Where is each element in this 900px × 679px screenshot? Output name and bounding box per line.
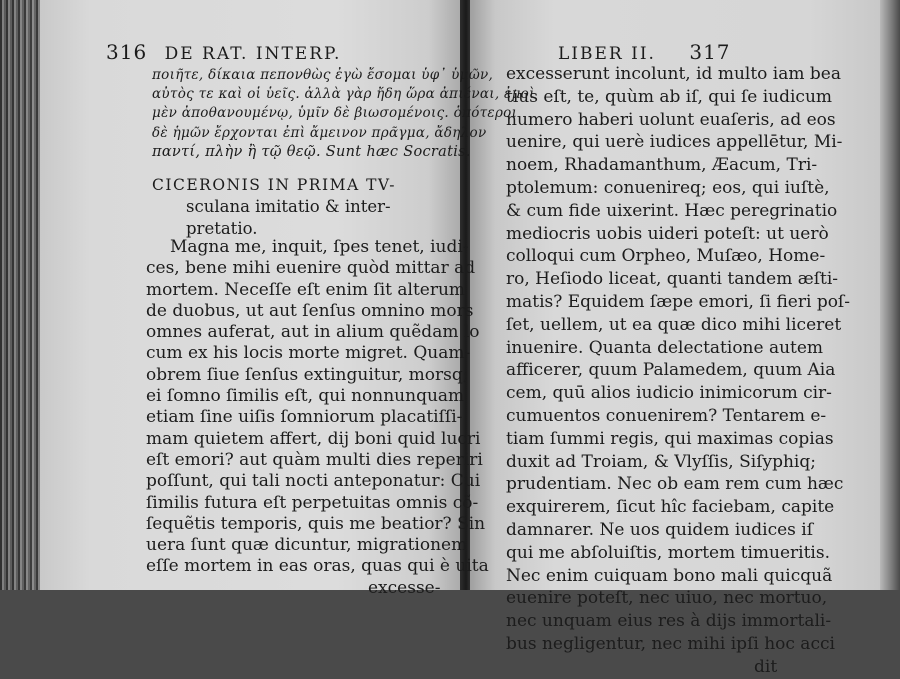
text-line: eſſe mortem in eas oras, quas qui è uita <box>146 556 489 577</box>
text-line: ro, Heſiodo liceat, quanti tandem æſti- <box>506 269 839 290</box>
text-line: uenire, qui uerè iudices appellētur, Mi- <box>506 132 843 153</box>
text-line: euenire poteſt, nec uiuo, nec mortuo, <box>506 588 828 609</box>
greek-line: παντί, πλὴν ἢ τῷ θεῷ. Sunt hæc Socratis. <box>152 143 471 160</box>
text-line: exquirerem, ſicut hîc faciebam, capite <box>506 497 835 518</box>
text-line: uera ſunt quæ dicuntur, migrationem <box>146 535 468 556</box>
text-line: ſet, uellem, ut ea quæ dico mihi liceret <box>506 314 842 335</box>
text-line: Magna me, inquit, ſpes tenet, iudi- <box>170 237 469 257</box>
section-heading-line: pretatio. <box>186 219 258 238</box>
text-line: ſimilis futura eſt perpetuitas omnis cõ- <box>146 492 479 513</box>
catchword: excesse- <box>368 577 441 598</box>
text-line: afficerer, quum Palamedem, quum Aia <box>506 360 836 381</box>
right-running-head <box>558 40 731 64</box>
section-heading-line: sculana imitatio & inter- <box>186 197 391 216</box>
greek-line: αὐτὸς τε καὶ οἱ ὑεῖς. ἀλλὰ γὰρ ἤδη ὥρα ἀπιέναι, ἐμοὶ <box>152 86 535 103</box>
right-page-number: 317 <box>689 40 731 64</box>
greek-line: ποιῆτε, δίκαια πεπονθὼς ἐγὼ ἔσομαι ὑφ᾽ ὑμῶν, <box>152 67 494 83</box>
left-running-title-word: RAT. <box>202 44 249 64</box>
text-line: mediocris uobis uideri poteſt: ut uerò <box>506 223 829 244</box>
text-line: ces, bene mihi euenire quòd mittar ad <box>146 258 476 279</box>
text-line: nec unquam eius res à dijs immortali- <box>506 611 832 632</box>
text-line: Nec enim cuiquam bono mali quicquã <box>506 565 833 586</box>
text-line: cumuentos conuenirem? Tentarem e- <box>506 405 827 426</box>
text-line: etiam ſine uiſis ſomniorum placatiſſi- <box>146 407 463 428</box>
text-line: prudentiam. Nec ob eam rem cum hæc <box>506 474 844 495</box>
text-line: obrem ſiue ſenſus extinguitur, morsq; <box>146 364 469 385</box>
left-page-number: 316 <box>106 40 148 64</box>
right-body-text <box>506 63 850 679</box>
greek-quotation <box>152 66 535 162</box>
right-page-edge <box>880 0 900 590</box>
text-line: inuenire. Quanta delectatione autem <box>506 337 824 358</box>
text-line: colloqui cum Orpheo, Muſæo, Home- <box>506 246 826 267</box>
text-line: & cum fide uixerint. Hæc peregrinatio <box>506 200 838 221</box>
text-line: damnarer. Ne uos quidem iudices iſ <box>506 519 814 540</box>
text-line: ei ſomno ſimilis eſt, qui nonnunquam <box>146 386 465 407</box>
text-line: qui me abſoluiſtis, mortem timueritis. <box>506 542 830 563</box>
left-running-title-word: INTERP. <box>255 44 342 64</box>
text-line: mortem. Neceſſe eſt enim ſit alterum <box>146 279 466 300</box>
text-line: cem, quū alios iudicio inimicorum cir- <box>506 383 832 404</box>
left-running-head <box>106 40 341 64</box>
left-body-text <box>146 237 489 599</box>
section-heading-line: CICERONIS IN PRIMA TV- <box>152 176 396 194</box>
text-line: dit <box>754 656 778 677</box>
text-line: matis? Equidem ſæpe emori, ſi fieri poſ- <box>506 291 850 312</box>
text-line: numero haberi uolunt euaſeris, ad eos <box>506 109 836 130</box>
text-line: de duobus, ut aut ſenſus omnino mors <box>146 300 474 321</box>
text-line: bus negligentur, nec mihi ipſi hoc acci <box>506 633 835 654</box>
text-line: ptolemum: conuenireq; eos, qui iuſtè, <box>506 177 830 198</box>
section-heading <box>152 174 396 240</box>
text-line: ſequẽtis temporis, quis me beatior? Sin <box>146 513 486 534</box>
text-line: noem, Rhadamanthum, Æacum, Tri- <box>506 155 818 176</box>
text-line: cum ex his locis morte migret. Quam- <box>146 343 471 364</box>
left-running-title-word: DE <box>164 44 195 64</box>
text-line: tiam ſummi regis, qui maximas copias <box>506 428 834 449</box>
text-line: tius eſt, te, quùm ab iſ, qui ſe iudicum <box>506 86 833 107</box>
text-line: omnes auferat, aut in alium quẽdam lo <box>146 322 480 343</box>
text-line: poſſunt, qui tali nocti anteponatur: Cui <box>146 471 481 492</box>
text-line: eſt emori? aut quàm multi dies reperiri <box>146 449 483 470</box>
right-running-title: LIBER II. <box>558 44 656 64</box>
text-line: duxit ad Troiam, & Vlyſſis, Siſyphiq; <box>506 451 816 472</box>
text-line: mam quietem affert, dij boni quid lucri <box>146 428 481 449</box>
page-edges <box>0 0 40 590</box>
greek-line: μὲν ἀποθανουμένῳ, ὑμῖν δὲ βιωσομένοις. ὁπότεροι <box>152 105 518 122</box>
text-line: excesserunt incolunt, id multo iam bea <box>506 64 841 84</box>
greek-line: δὲ ἡμῶν ἔρχονται ἐπὶ ἄμεινον πρᾶγμα, ἄδηλον <box>152 124 487 141</box>
